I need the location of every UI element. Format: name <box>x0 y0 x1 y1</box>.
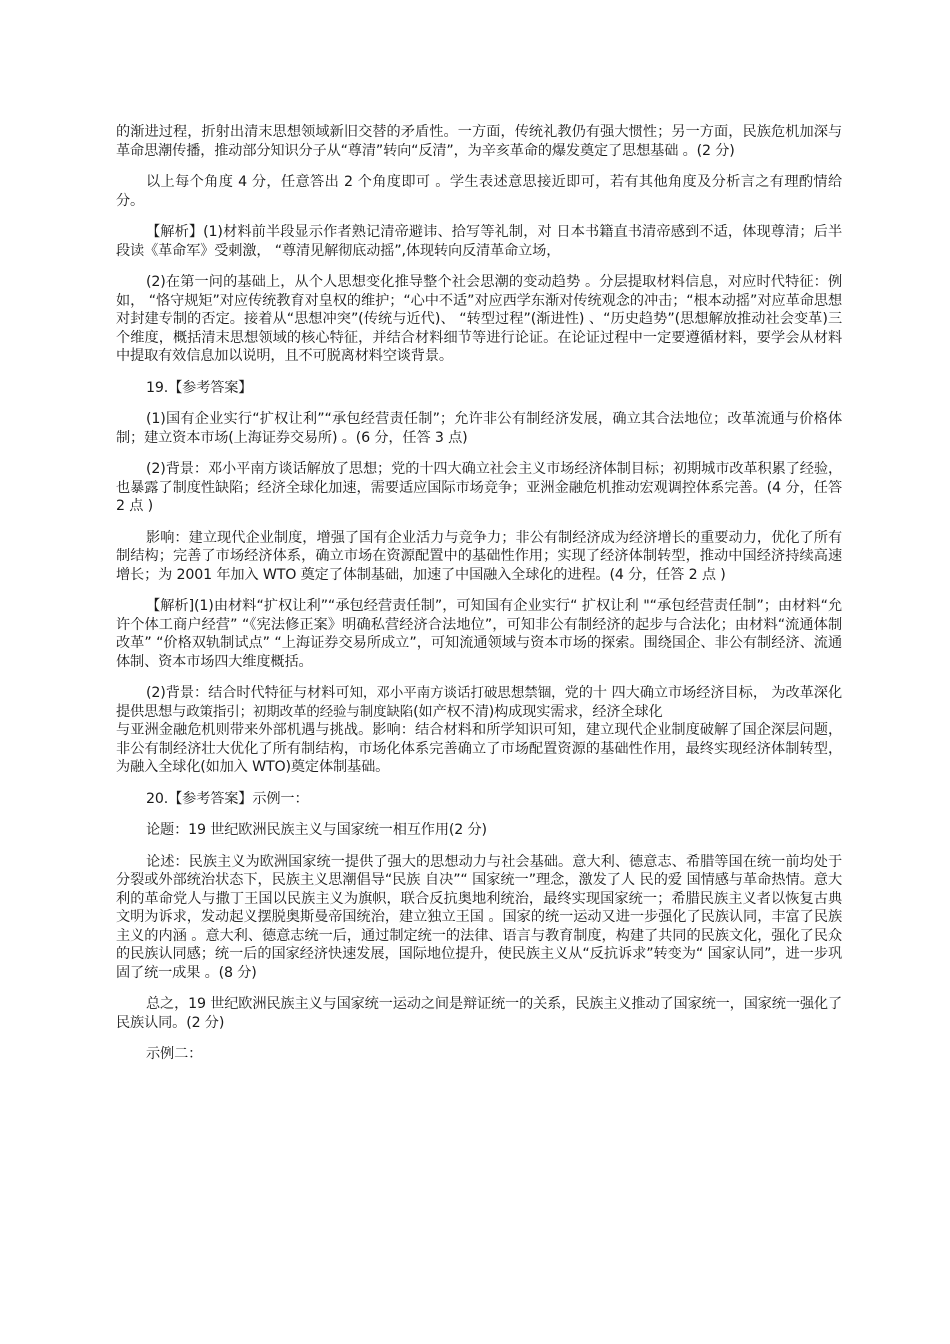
conclusion-paragraph: 总之，19 世纪欧洲民族主义与国家统一运动之间是辩证统一的关系，民族主义推动了国家统一，国家统一强化了民族认同。(2 分) <box>116 996 842 1031</box>
example-heading: 示例二： <box>146 1046 203 1062</box>
analysis-paragraph: 【解析](1)由材料“扩权让利”“承包经营责任制”，可知国有企业实行“ 扩权让利 "“承包经营责任制”；由材料“允许个体工商户经营” “《宪法修正案》明确私营经济合法地位”，可知非公有制经济的起步与合法化；由材料“流通体制改革” “价格双轨制试点” “上海证券交易所成立”，可知流通领域与资本市场的探索。围绕国企、非公有制经济、流通体制、资本市场四大维度概括。 <box>116 598 842 670</box>
analysis-paragraph: 【解析】(1)材料前半段显示作者熟记清帝避讳、拾写等礼制，对 日本书籍直书清帝感到不适，体现尊清；后半段读《革命军》受刺激， “尊清见解彻底动摇”,体现转向反清革命立场， <box>116 224 842 259</box>
question-heading: 20.【参考答案】示例一： <box>146 790 309 807</box>
text-run: (2)背景：结合时代特征与材料可 <box>146 685 350 701</box>
thesis-line: 论题：19 世纪欧洲民族主义与国家统一相互作用(2 分) <box>146 822 487 838</box>
answer-paragraph: 的渐进过程，折射出清末思想领域新旧交替的矛盾性。一方面，传统礼教仍有强大惯性；另一方面，民族危机加深与革命思潮传播，推动部分知识分子从“尊清”转向“反清”，为辛亥革命的爆发奠定了思想基础 。(2 分) <box>116 124 842 159</box>
scoring-note: 以上每个角度 4 分，任意答出 2 个角度即可 。学生表述意思接近即可，若有其他角度及分析言之有理酌情给分。 <box>116 174 842 209</box>
text-run: (如产权不清)构成现实需求，经济全球化 <box>413 703 663 720</box>
text-run: 与亚洲金融危机则带来外部机遇与挑战。影响：结合材料和所学知识可知，建立现代企业制度破解了国企深层问题，非公有制经济壮大优化了所有制结构，市场化体系完善确立了市场配置资源的基础性作用，最终实现经济体制转型，为融入全球化(如加入 WTO)奠定体制基础。 <box>116 722 842 775</box>
argument-paragraph: 论述：民族主义为欧洲国家统一提供了强大的思想动力与社会基础。意大利、德意志、希腊等国在统一前均处于分裂或外部统治状态下，民族主义思潮倡导“民族 自决”“ 国家统一”理念，激发了人 民的爱 国情感与革命热情。意大利的革命党人与撒丁王国以民族主义为旗帜，联合反抗奥地利统治，最终实现国家统一；希腊民族主义者以恢复古典文明为诉求，发动起义摆脱奥斯曼帝国统治，建立独立王国 。国家的统一运动又进一步强化了民族认同，丰富了民族主义的内涵 。意大利、德意志统一后，通过制定统一的法律、语言与教育制度，构建了共同的民族文化，强化了民众的民族认同感；统一后的国家经济快速发展，国际地位提升，使民族主义从“反抗诉求”转变为“ 国家认同”，进一步巩固了统一成果 。(8 分) <box>116 853 842 981</box>
text-run: 政策指引；初期改革的经验与制度缺陷 <box>186 703 414 720</box>
question-heading: 19.【参考答案】 <box>146 379 253 396</box>
text-run: 党的十 四大确立市场经济目标， 为改革深化提供思想与 <box>116 685 842 720</box>
analysis-paragraph: (2)在第一问的基础上，从个人思想变化推导整个社会思潮的变动趋势 。分层提取材料信息，对应时代特征：例如， “恪守规矩”对应传统教育对皇权的维护；“心中不适”对应西学东渐对传统观念的冲击；“根本动摇”对应革命思想对封建专制的否定。接着从“思想冲突”(传统与近代)、 “转型过程”(渐进性) 、“历史趋势”(思想解放推动社会变革)三个维度，概括清末思想领域的核心特征，并结合材料细节等进行论证。在论证过程中一定要遵循材料，要学会从材料中提取有效信息加以说明，且不可脱离材料空谈背景。 <box>116 274 842 364</box>
text-run: 知，邓小平南方谈话打破思想禁锢， <box>349 685 565 701</box>
answer-paragraph: 影响：建立现代企业制度，增强了国有企业活力与竞争力；非公有制经济成为经济增长的重要动力，优化了所有制结构；完善了市场经济体系，确立市场在资源配置中的基础性作用；实现了经济体制转型，推动中国经济持续高速增长；为 2001 年加入 WTO 奠定了体制基础，加速了中国融入全球化的进程。(4 分，任答 2 点 ) <box>116 529 842 583</box>
answer-paragraph: (2)背景：邓小平南方谈话解放了思想；党的十四大确立社会主义市场经济体制目标；初期城市改革积累了经验，也暴露了制度性缺陷；经济全球化加速，需要适应国际市场竞争；亚洲金融危机推动宏观调控体系完善。(4 分，任答 2 点 ) <box>116 461 842 514</box>
answer-paragraph: (1)国有企业实行“扩权让利”“承包经营责任制”；允许非公有制经济发展，确立其合法地位；改革流通与价格体制；建立资本市场(上海证券交易所) 。(6 分，任答 3 点) <box>116 411 842 446</box>
analysis-paragraph-mixed <box>116 684 842 777</box>
